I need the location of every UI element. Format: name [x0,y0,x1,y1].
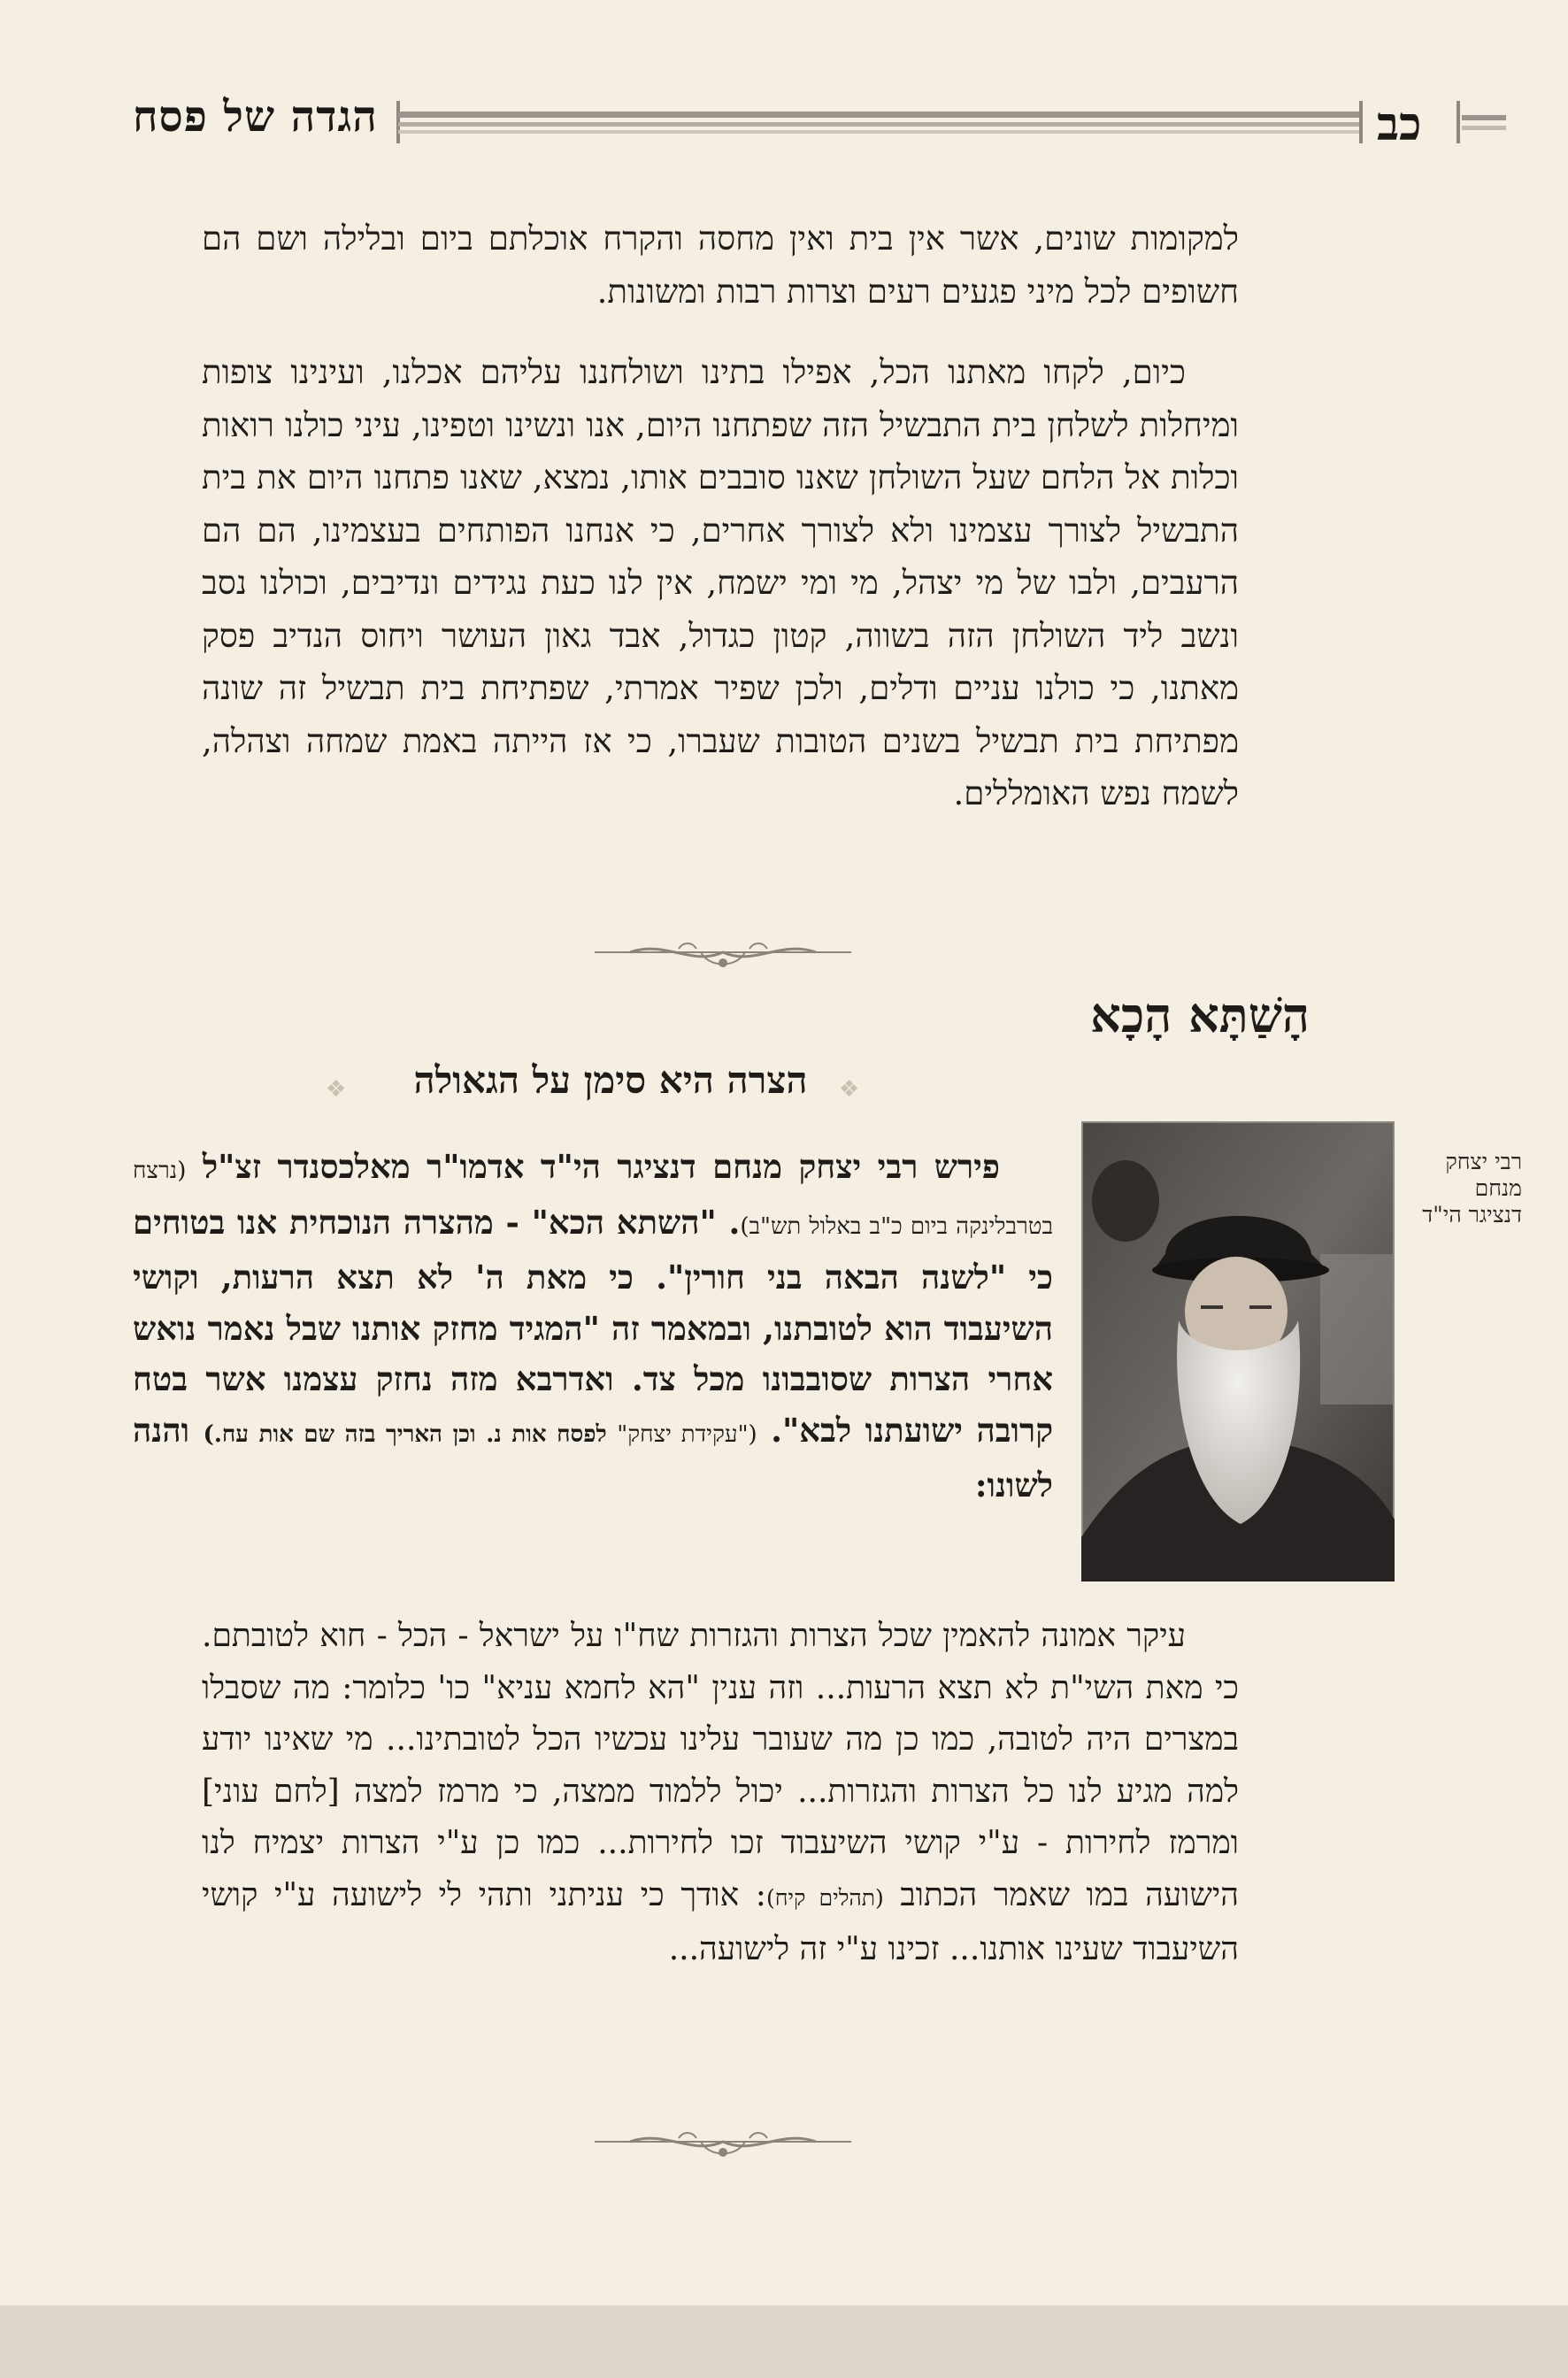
quote-text: : אודך כי עניתני ותהי לי לישועה ע"י קושי השיעבוד שעינו אותנו... זכינו ע"י זה לישועה... [202,1876,1239,1967]
commentary-text: פירש [918,1147,1000,1186]
photo-caption: רבי יצחק מנחם דנציגר הי"ד [1422,1149,1522,1227]
header-rule [398,122,1361,127]
paragraph: כיום, לקחו מאתנו הכל, אפילו בתינו ושולחננו עליהם אכלנו, ועינינו צופות ומיחלות לשלחן בית התבשיל הזה שפתחנו היום, אנו ונשינו וטפינו, עיני כולנו רואות וכלות אל הלחם שעל השולחן שאנו סובבים אותו, נמצא, שאנו פתחנו היום את בית התבשיל לצורך עצמינו ולא לצורך אחרים, כי אנחנו הפותחים בעצמינו, הם הם הרעבים, ולבו של מי יצהל, מי ומי ישמח, אין לנו כעת נגידים ונדיבים, וכולנו נסב ונשב ליד השולחן הזה בשווה, קטון כגדול, אבד גאון העושר ויחוס הנדיב פסק מאתנו, כי כולנו עניים ודלים, ולכן שפיר אמרתי, שפתיחת בית תבשיל זה שונה מפתיחת בית תבשיל בשנים הטובות שעברו, כי אז הייתה באמת שמחה וצהלה, לשמח נפש האומללים. [202,353,1239,812]
paragraph: למקומות שונים, אשר אין בית ואין מחסה והקרח אוכלתם ביום ובלילה ושם הם חשופים לכל מיני פגעים רעים וצרות רבות ומשונות. [202,219,1239,311]
author-name: רבי יצחק מנחם דנציגר [617,1147,919,1186]
section-subtitle: הצרה היא סימן על הגאולה [413,1058,808,1102]
header-rule [398,130,1361,134]
page-footer-band [0,2305,1568,2378]
commentary-paragraph [133,1142,1053,1512]
header-rule [398,112,1361,118]
source-reference: לפסח אות נ. וכן האריך בזה שם אות עח.) [203,1420,618,1448]
subtitle-ornament-icon: ❖ [326,1076,347,1103]
header-rule-cap [1457,101,1460,143]
section-title: הָשַׁתָּא הָכָא [1090,987,1310,1043]
commentary-text: והנה לשונו: [133,1410,1053,1505]
header-rule-right [1462,126,1506,130]
verse-reference: (תהלים קיח) [765,1884,884,1911]
divider-ornament-icon [595,2120,851,2165]
header-rule-cap-right [1359,101,1363,143]
commentary-text: הי"ד אדמו"ר מאלכסנדר זצ"ל [202,1147,618,1186]
death-note: (נרצח בטרבלינקה ביום כ"ב באלול תש"ב) [133,1158,1053,1240]
source-reference: ("עקידת יצחק" [617,1420,757,1448]
divider-ornament-icon [595,931,851,975]
commentary-text: . "השתא הכא" - מהצרה הנוכחית אנו בטוחים כי "לשנה הבאה בני חורין". כי מאת ה' לא תצא הרעות, וקושי השיעבוד הוא לטובתנו, ובמאמר זה "המגיד מחזק אותנו שבל נאמר נואש אחרי הצרות שסובבונו מכל צד. ואדרבא מזה נחזק עצמנו אשר בטח קרובה ישועתנו לבא". [133,1202,1053,1450]
subtitle-ornament-icon: ❖ [839,1076,860,1103]
page-number: כב [1377,97,1422,151]
portrait-photo [1081,1121,1395,1581]
quote-text: עיקר אמונה להאמין שכל הצרות והגזרות שח"ו על ישראל - הכל - חוא לטובתם. כי מאת השי"ת לא תצא הרעות... וזה ענין "הא לחמא עניא" כו' כלומר: מה שסבלו במצרים היה לטובה, כמו כן מה שעובר עלינו עכשיו הכל לטובתינו... מי שאינו יודע למה מגיע לנו כל הצרות והגזרות... יכול ללמוד ממצה, כי מרמז למצה [לחם עוני] ומרמז לחירות - ע"י קושי השיעבוד זכו לחירות... כמו כן ע"י הצרות יצמיח לנו הישועה במו שאמר הכתוב [202,1618,1239,1913]
header-rule-right [1462,115,1506,120]
running-title: הגדה של פסח [133,92,378,142]
quote-paragraph [202,1611,1239,1976]
